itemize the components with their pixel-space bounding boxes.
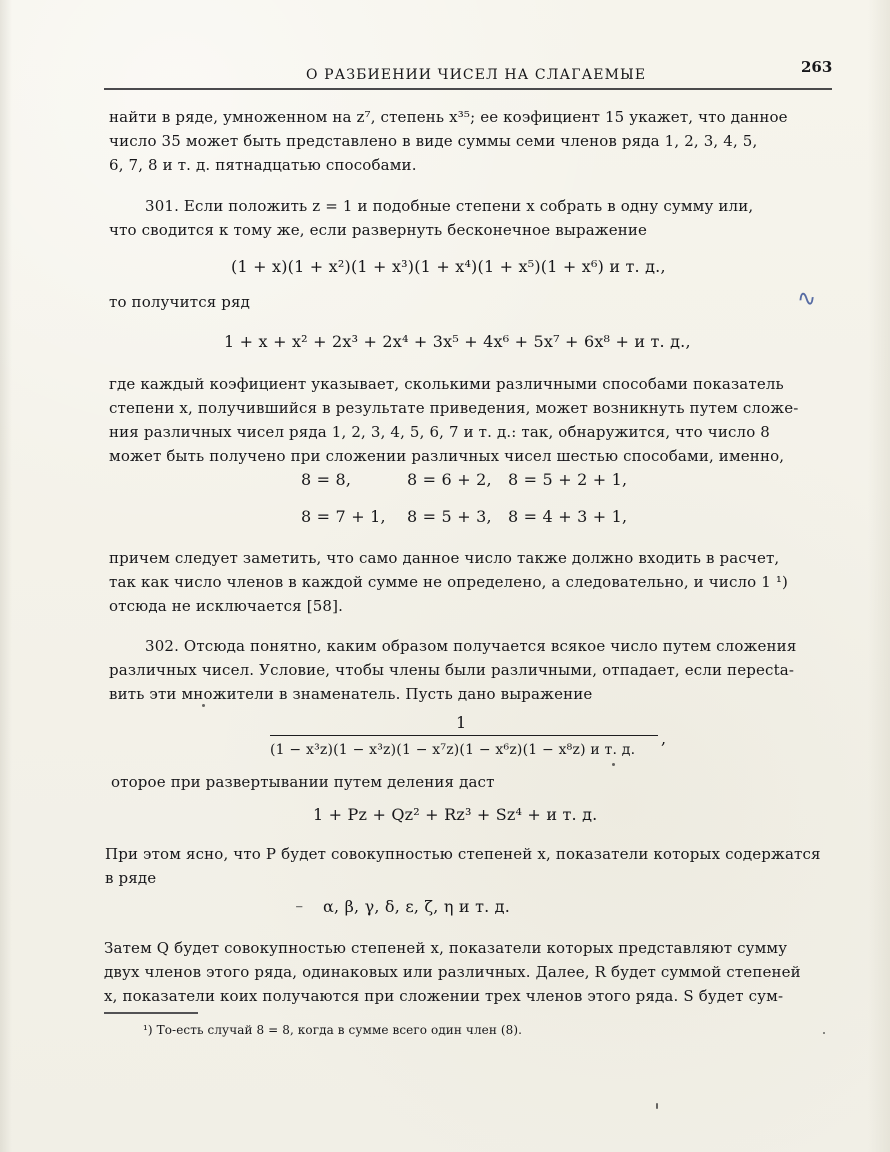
paragraph-coefficient-line-3: ния различных чисел ряда 1, 2, 3, 4, 5, 6, 7 и т. д.: так, обнаружится, что число 8 — [109, 423, 771, 441]
series-prefix-mark: ⁻ — [295, 900, 304, 919]
paragraph-302-line-1: 302. Отсюда понятно, каким образом получается всякое число путем сложения — [145, 637, 797, 655]
paragraph-qrs-line-1: Затем Q будет совокупностью степеней x, показатели которых представляют сумму — [104, 939, 788, 957]
equation-row-2-col-3: 8 = 4 + 3 + 1, — [508, 507, 628, 526]
paragraph-qrs-line-3: x, показатели коих получаются при сложении трех членов этого ряда. S будет сум- — [104, 987, 784, 1005]
formula-partition-series: 1 + x + x² + 2x³ + 2x⁴ + 3x⁵ + 4x⁶ + 5x⁷ + 6x⁸ + и т. д., — [224, 332, 691, 351]
paragraph-coefficient-line-1: где каждый коэфициент указывает, сколькими различными способами показатель — [109, 375, 784, 393]
fraction-numerator: 1 — [456, 713, 467, 732]
paper-speck — [823, 1032, 825, 1034]
paper-speck — [202, 704, 205, 707]
handwritten-margin-mark: ∿ — [795, 285, 816, 313]
paper-speck — [612, 763, 615, 766]
page-number: 263 — [801, 58, 833, 76]
equation-row-1-col-2: 8 = 6 + 2, — [407, 470, 492, 489]
paragraph-1-line-3: 6, 7, 8 и т. д. пятнадцатью способами. — [109, 156, 417, 174]
equation-row-1-col-3: 8 = 5 + 2 + 1, — [508, 470, 628, 489]
paragraph-302-line-2: различных чисел. Условие, чтобы члены были различными, отпадает, если пересta- — [109, 661, 795, 679]
paragraph-1-line-2: число 35 может быть представлено в виде суммы семи членов ряда 1, 2, 3, 4, 5, — [109, 132, 758, 150]
footnote-text: ¹) То-есть случай 8 = 8, когда в сумме всего один член (8). — [143, 1023, 523, 1037]
header-rule — [104, 88, 832, 90]
paragraph-coefficient-line-4: может быть получено при сложении различных чисел шестью способами, именно, — [109, 447, 785, 465]
paragraph-301-line-1: 301. Если положить z = 1 и подобные степени x собрать в одну сумму или, — [145, 197, 754, 215]
footnote-rule — [104, 1012, 198, 1014]
running-header-title: О РАЗБИЕНИИ ЧИСЕЛ НА СЛАГАЕМЫЕ — [306, 67, 647, 83]
paragraph-qrs-line-2: двух членов этого ряда, одинаковых или различных. Далее, R будет суммой степеней — [104, 963, 801, 981]
paragraph-302-line-3: вить эти множители в знаменатель. Пусть дано выражение — [109, 685, 593, 703]
paragraph-note-line-3: отсюда не исключается [58]. — [109, 597, 344, 615]
paragraph-division-intro: оторое при развертывании путем деления даст — [111, 773, 495, 791]
equation-row-2-col-1: 8 = 7 + 1, — [301, 507, 386, 526]
paragraph-note-line-2: так как число членов в каждой сумме не определено, а следовательно, и число 1 ¹) — [109, 573, 789, 591]
paragraph-301-line-2: что сводится к тому же, если развернуть бесконечное выражение — [109, 221, 648, 239]
right-edge-shading — [868, 0, 890, 1152]
fraction-trailing-comma: , — [661, 729, 667, 748]
paragraph-1-line-1: найти в ряде, умноженном на z⁷, степень x³⁵; ее коэфициент 15 укажет, что данное — [109, 108, 788, 126]
fraction-denominator: (1 − x³z)(1 − x³z)(1 − x⁷z)(1 − x⁶z)(1 − x⁸z) и т. д. — [270, 742, 636, 758]
formula-product-expansion: (1 + x)(1 + x²)(1 + x³)(1 + x⁴)(1 + x⁵)(1 + x⁶) и т. д., — [231, 257, 666, 276]
greek-series-line: α, β, γ, δ, ε, ζ, η и т. д. — [323, 897, 511, 916]
paragraph-result-intro: то получится ряд — [109, 293, 251, 311]
formula-power-series: 1 + Pz + Qz² + Rz³ + Sz⁴ + и т. д. — [313, 805, 598, 824]
fraction-rule — [270, 735, 658, 736]
paragraph-p-definition-line-1: При этом ясно, что P будет совокупностью степеней x, показатели которых содержатся — [105, 845, 821, 863]
paragraph-note-line-1: причем следует заметить, что само данное число также должно входить в расчет, — [109, 549, 780, 567]
paragraph-coefficient-line-2: степени x, получившийся в результате приведения, может возникнуть путем сложе- — [109, 399, 799, 417]
paper-speck — [656, 1103, 658, 1109]
equation-row-2-col-2: 8 = 5 + 3, — [407, 507, 492, 526]
equation-row-1-col-1: 8 = 8, — [301, 470, 352, 489]
gutter-shadow — [0, 0, 12, 1152]
paragraph-p-definition-line-2: в ряде — [105, 869, 157, 887]
